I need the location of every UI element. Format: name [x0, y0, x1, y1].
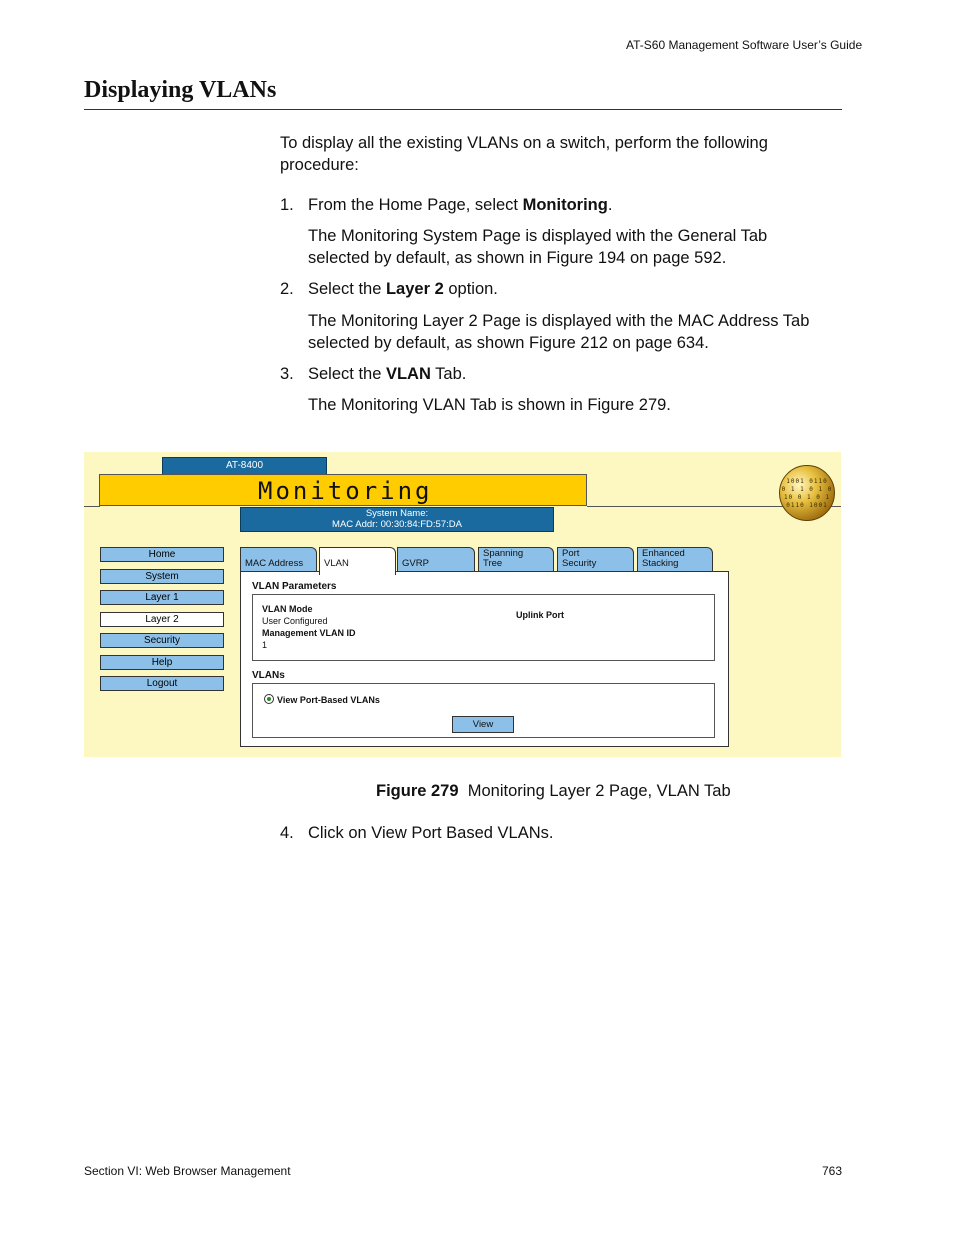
nav-help-button[interactable]: Help: [100, 655, 224, 670]
step-4: 4. Click on View Port Based VLANs.: [280, 824, 554, 842]
figure-caption: [376, 782, 731, 801]
nav-logout-button[interactable]: Logout: [100, 676, 224, 691]
step-2: 2. Select the Layer 2 option.: [280, 280, 498, 298]
radio-selected-icon[interactable]: [264, 694, 274, 704]
view-button[interactable]: View: [452, 716, 514, 733]
step-number: 2.: [280, 280, 294, 298]
model-label: AT-8400: [162, 457, 327, 475]
tab-vlan[interactable]: VLAN: [319, 547, 396, 575]
title-rule: [84, 109, 842, 110]
figure-label: Figure 279: [376, 782, 459, 800]
footer-section: Section VI: Web Browser Management: [84, 1164, 291, 1178]
vlan-mode-value: User Configured: [262, 616, 328, 626]
nav-layer1-button[interactable]: Layer 1: [100, 590, 224, 605]
tab-gvrp[interactable]: GVRP: [397, 547, 475, 571]
vlans-title: VLANs: [252, 670, 285, 681]
step-number: 4.: [280, 824, 294, 842]
tab-enhanced-stacking[interactable]: Enhanced Stacking: [637, 547, 713, 571]
step-3-body: The Monitoring VLAN Tab is shown in Figure 279.: [308, 396, 671, 414]
vlans-box: [252, 683, 715, 738]
tab-spanning-tree[interactable]: Spanning Tree: [478, 547, 554, 571]
intro-paragraph: To display all the existing VLANs on a switch, perform the following procedure:: [280, 134, 768, 174]
nav-home-button[interactable]: Home: [100, 547, 224, 562]
tab-mac-address[interactable]: MAC Address: [240, 547, 317, 571]
step-3: 3. Select the VLAN Tab.: [280, 365, 467, 383]
banner-divider-left: [84, 506, 100, 507]
mgmt-vlan-label: Management VLAN ID: [262, 628, 356, 638]
vlan-tab-panel: [240, 571, 729, 747]
vlan-parameters-title: VLAN Parameters: [252, 581, 337, 592]
step-1: 1. From the Home Page, select Monitoring.: [280, 196, 613, 214]
step-1-body: The Monitoring System Page is displayed with the General Tab selected by default, as shown in Figure 194 on page 592.: [308, 227, 768, 267]
mgmt-vlan-value: 1: [262, 640, 268, 650]
vlan-parameters-box: [252, 594, 715, 661]
vlan-mode-label: VLAN Mode: [262, 604, 313, 614]
system-info-box: [240, 507, 554, 532]
tab-port-security[interactable]: Port Security: [557, 547, 634, 571]
figure-screenshot: [84, 452, 841, 757]
running-header: AT-S60 Management Software User’s Guide: [626, 38, 863, 52]
nav-security-button[interactable]: Security: [100, 633, 224, 648]
uplink-port-label: Uplink Port: [516, 610, 565, 620]
page-number: 763: [822, 1164, 843, 1178]
nav-system-button[interactable]: System: [100, 569, 224, 584]
step-number: 3.: [280, 365, 294, 383]
step-number: 1.: [280, 196, 294, 214]
section-title: Displaying VLANs: [84, 77, 277, 103]
figure-caption-text: Monitoring Layer 2 Page, VLAN Tab: [467, 782, 731, 800]
view-port-based-vlans-radio[interactable]: View Port-Based VLANs: [264, 694, 380, 706]
nav-layer2-button[interactable]: Layer 2: [100, 612, 224, 627]
mac-address: MAC Addr: 00:30:84:FD:57:DA: [332, 519, 462, 530]
system-name-label: System Name:: [365, 508, 429, 519]
step-2-body: The Monitoring Layer 2 Page is displayed with the MAC Address Tab selected by default, as shown Figure 212 on page 634.: [308, 312, 810, 352]
monitoring-banner: Monitoring: [99, 474, 587, 506]
globe-logo-icon: 1001 0110 0 1 1 0 1 0 10 0 1 0 1 0110 1001: [779, 465, 835, 521]
